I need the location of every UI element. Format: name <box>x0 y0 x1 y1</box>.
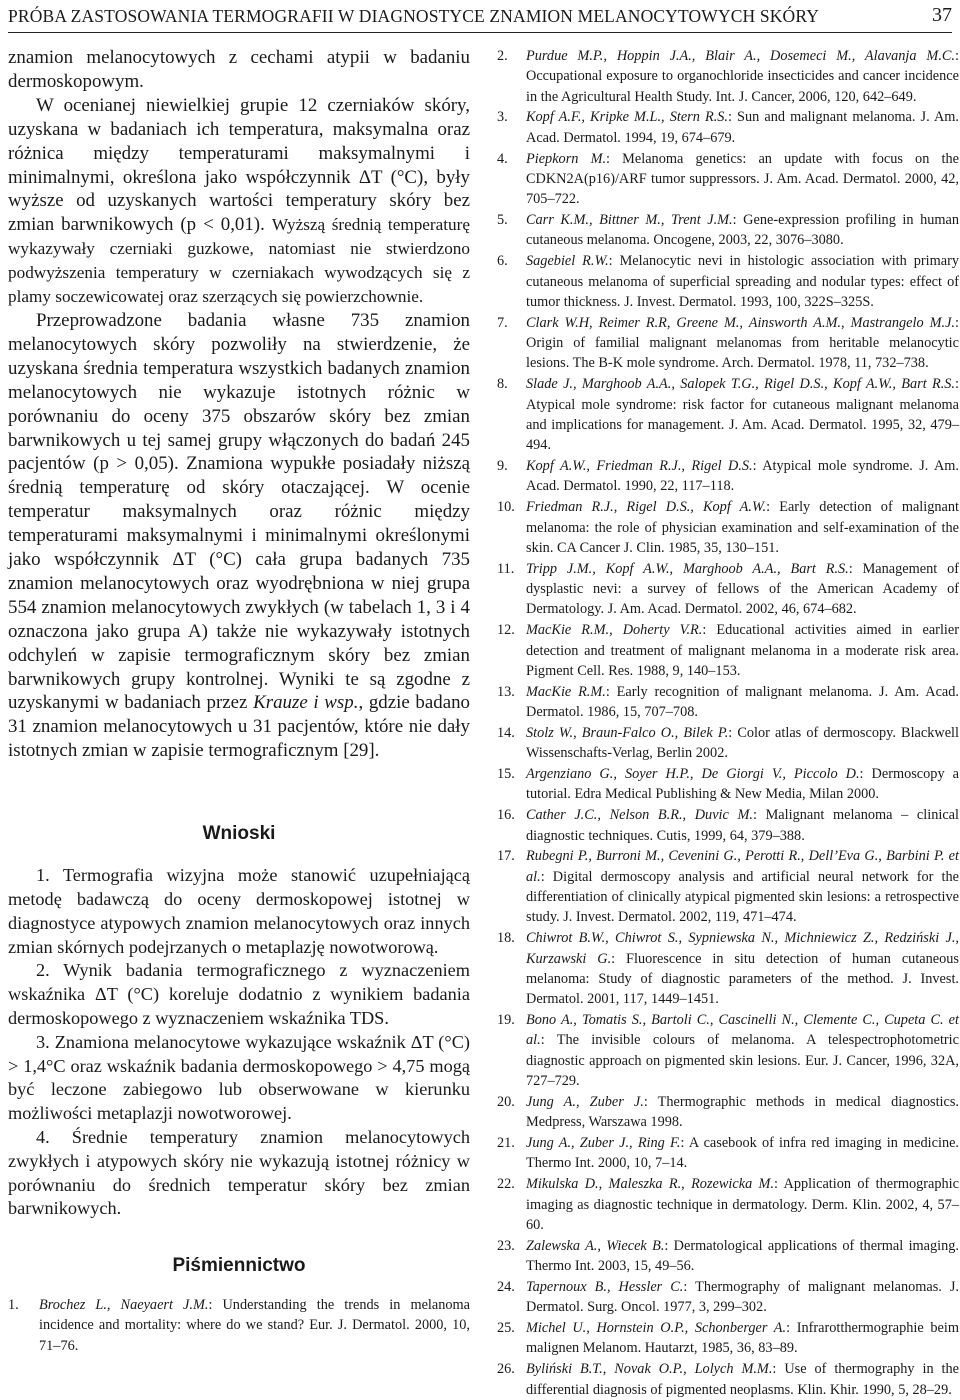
reference-text: : Dermatological applications of thermal imaging. Thermo Int. 2003, 15, 49–56. <box>526 1237 959 1274</box>
reference-text: : Melanocytic nevi in histologic association with primary cutaneous melanoma of superficial spreading and nodular types: effect of tumor thickness. J. Invest. Dermatol. 1993, 100, 322S–325S. <box>526 253 959 310</box>
reference-item <box>497 46 959 107</box>
reference-number: 7. <box>497 314 508 331</box>
reference-authors: Kopf A.F., Kripke M.L., Stern R.S. <box>526 109 728 126</box>
reference-number: 6. <box>497 253 508 270</box>
conclusion-item: 2. Wynik badania termograficznego z wyznaczeniem wskaźnika ΔT (°C) koreluje dodatnio z wynikiem badania dermoskopowego z wyznaczeniem wskaźnika TDS. <box>8 960 470 1028</box>
reference-number: 4. <box>497 150 508 167</box>
reference-item <box>497 251 959 312</box>
reference-text: : Malignant melanoma – clinical diagnostic techniques. Cutis, 1999, 64, 379–388. <box>526 807 959 844</box>
reference-text: : Origin of familial malignant melanomas from heritable melanocytic lesions. The B-K mole syndrome. Arch. Dermatol. 1978, 11, 732–738. <box>526 314 959 372</box>
reference-authors: Jung A., Zuber J. <box>526 1093 644 1110</box>
running-title: PRÓBA ZASTOSOWANIA TERMOGRAFII W DIAGNOSTYCE ZNAMION MELANOCYTOWYCH SKÓRY <box>8 6 819 26</box>
reference-number: 12. <box>497 622 515 639</box>
reference-text: : Atypical mole syndrome: risk factor for cutaneous malignant melanoma and implications for management. J. Am. Acad. Dermatol. 1995, 32, 479–494. <box>526 376 959 454</box>
reference-text: : Thermographic methods in medical diagnostics. Medpress, Warszawa 1998. <box>526 1093 959 1131</box>
reference-number: 19. <box>497 1012 515 1029</box>
reference-number: 10. <box>497 499 515 516</box>
page-number: 37 <box>932 4 952 26</box>
reference-authors: Cather J.C., Nelson B.R., Duvic M. <box>526 807 753 824</box>
reference-authors: MacKie R.M. <box>526 683 606 700</box>
reference-authors: Kopf A.W., Friedman R.J., Rigel D.S. <box>526 458 753 475</box>
reference-number: 22. <box>497 1176 515 1193</box>
reference-authors: Slade J., Marghoob A.A., Salopek T.G., Rigel D.S., Kopf A.W., Bart R.S. <box>526 376 956 393</box>
reference-item <box>497 1277 959 1318</box>
reference-text: : Educational activities aimed in earlier detection and treatment of malignant melanoma in a moderate risk area. Pigment Cell. Res. 1988, 9, 140–153. <box>526 622 959 679</box>
reference-text: : Digital dermoscopy analysis and artificial neural network for the differentiation of clinically atypical pigmented skin lesions: a retrospective study. J. Invest. Dermatol. 2002, 119, 471–474. <box>526 868 959 926</box>
reference-text: : Dermoscopy a tutorial. Edra Medical Publishing & New Media, Milan 2000. <box>526 766 959 803</box>
reference-text: : Gene-expression profiling in human cutaneous melanoma. Oncogene, 2003, 22, 3076–3080. <box>526 212 960 249</box>
reference-item <box>497 682 959 723</box>
text-run: , gdzie badano 31 znamion melanocytowych u 31 pacjentów, które nie dały istotnych zmian w zapisie termograficznym [29]. <box>8 692 470 762</box>
conclusions-list <box>8 864 470 1221</box>
reference-authors: Chiwrot B.W., Chiwrot S., Sypniewska N., Michniewicz Z., Redziński J., Kurzawski G. <box>526 930 959 967</box>
reference-number: 16. <box>497 807 515 824</box>
reference-number: 13. <box>497 683 515 700</box>
reference-text: : Thermography of malignant melanomas. J. Dermatol. Surg. Oncol. 1977, 3, 299–302. <box>526 1278 960 1316</box>
reference-item <box>497 928 959 1009</box>
right-column-references <box>497 46 959 1400</box>
conclusion-item: 4. Średnie temperatury znamion melanocytowych zwykłych i atypowych skóry nie wykazują istotnej różnicy w porównaniu do średnich temperatur skóry bez zmian barwnikowych. <box>8 1126 470 1219</box>
reference-text: : Color atlas of dermoscopy. Blackwell Wissenschafts-Verlag, Berlin 2002. <box>526 724 959 762</box>
reference-number: 26. <box>497 1361 515 1378</box>
reference-item <box>497 149 959 210</box>
page-header <box>8 4 952 33</box>
section-heading-wnioski: Wnioski <box>202 823 276 845</box>
reference-authors: Carr K.M., Bittner M., Trent J.M. <box>526 212 733 229</box>
reference-authors: Zalewska A., Wiecek B. <box>526 1237 665 1254</box>
reference-item <box>497 620 959 681</box>
reference-text: : A casebook of infra red imaging in medicine. Thermo Int. 2000, 10, 7–14. <box>526 1135 960 1172</box>
reference-number: 14. <box>497 724 515 741</box>
reference-text: : Management of dysplastic nevi: a survey of fellows of the American Academy of Dermatology. J. Am. Acad. Dermatol. 2002, 46, 674–682. <box>526 560 959 618</box>
reference-item <box>497 1359 959 1400</box>
section-heading-references: Piśmiennictwo <box>172 1255 306 1277</box>
reference-item <box>497 313 959 374</box>
reference-item <box>497 805 959 846</box>
reference-authors: Jung A., Zuber J., Ring F. <box>526 1135 681 1152</box>
reference-number: 20. <box>497 1093 515 1110</box>
reference-authors: Purdue M.P., Hoppin J.A., Blair A., Dosemeci M., Alavanja M.C. <box>526 48 956 64</box>
paragraph <box>8 94 470 309</box>
reference-text: : Sun and malignant melanoma. J. Am. Acad. Dermatol. 1994, 19, 674–679. <box>526 109 959 146</box>
reference-authors: Piepkorn M. <box>526 150 607 167</box>
reference-text: : Application of thermographic imaging as diagnostic technique in dermatology. Derm. Klin. 2002, 4, 57–60. <box>526 1176 959 1233</box>
reference-number: 23. <box>497 1237 515 1254</box>
paragraph: znamion melanocytowych z cechami atypii w badaniu dermoskopowym. <box>8 47 470 92</box>
text-run: W ocenianej niewielkiej grupie 12 czerniaków skóry, uzyskana w badaniach ich temperatura, maksymalna oraz różnica między temperaturami maksymalnymi i minimalnymi, określona jako współczynnik ΔT (°C), były wyższe od uzyskanych wartości temperatury skóry bez zmian barwnikowych (p < 0,01). <box>8 94 470 236</box>
reference-text: : Melanoma genetics: an update with focus on the CDKN2A(p16)/ARF tumor suppressors. J. Am. Acad. Dermatol. 2000, 42, 705–722. <box>526 150 959 208</box>
italic-text: Krauze i wsp. <box>253 692 359 714</box>
reference-text: : Early detection of malignant melanoma: the role of physician examination and self-examination of the skin. CA Cancer J. Clin. 1985, 35, 130–151. <box>526 499 959 556</box>
reference-item <box>497 559 959 620</box>
reference-authors: Clark W.H, Reimer R.R, Greene M., Ainsworth A.M., Mastrangelo M.J. <box>526 314 956 331</box>
reference-item <box>497 456 959 497</box>
reference-item <box>497 497 959 558</box>
reference-authors: Byliński B.T., Novak O.P., Lolych M.M. <box>526 1361 773 1378</box>
reference-item <box>497 374 959 455</box>
reference-number: 1. <box>8 1297 19 1314</box>
reference-authors: Stolz W., Braun-Falco O., Bilek P. <box>526 724 729 741</box>
reference-text: : The invisible colours of melanoma. A telespectrophotometric diagnostic approach on pigmented skin lesions. Eur. J. Cancer, 1996, 32A, 727–729. <box>526 1032 959 1089</box>
conclusion-item: 1. Termografia wizyjna może stanowić uzupełniającą metodę badawczą do oceny dermoskopowej istotnej w diagnostyce atypowych znamion melanocytowych oraz innych zmian skórnych podejrzanych o metaplazję nowotworową. <box>8 865 470 957</box>
text-run: Wyższą średnią temperaturę wykazywały czerniaki guzkowe, natomiast nie stwierdzono podwyższenia temperatury w czerniakach wywodzących się z plamy soczewicowatej oraz szerzących się powierzchownie. <box>8 215 470 307</box>
reference-number: 18. <box>497 930 515 947</box>
reference-text: : Early recognition of malignant melanoma. J. Am. Acad. Dermatol. 1986, 15, 707–708. <box>526 683 959 721</box>
reference-authors: Tapernoux B., Hessler C. <box>526 1278 684 1295</box>
reference-number: 21. <box>497 1135 515 1152</box>
references-list-left <box>8 1295 470 1356</box>
reference-item <box>497 210 959 251</box>
reference-number: 8. <box>497 376 508 393</box>
reference-item <box>497 723 959 764</box>
reference-item <box>497 1318 959 1359</box>
reference-number: 3. <box>497 109 508 126</box>
reference-authors: Rubegni P., Burroni M., Cevenini G., Perotti R., Dell’Eva G., Barbini P. et al. <box>526 848 959 885</box>
reference-item <box>497 107 959 148</box>
reference-item <box>497 1010 959 1091</box>
reference-item <box>497 1133 959 1174</box>
reference-item <box>497 1174 959 1235</box>
reference-text: : Use of thermography in the differential diagnosis of pigmented neoplasms. Klin. Khir. 1990, 5, 28–29. <box>526 1361 959 1398</box>
reference-authors: Mikulska D., Maleszka R., Rozewicka M. <box>526 1176 775 1193</box>
reference-item <box>8 1295 470 1356</box>
reference-authors: Tripp J.M., Kopf A.W., Marghoob A.A., Bart R.S. <box>526 560 849 577</box>
reference-number: 25. <box>497 1320 515 1337</box>
reference-text: : Occupational exposure to organochloride insecticides and cancer incidence in the Agricultural Health Study. Int. J. Cancer, 2006, 120, 642–649. <box>526 48 959 105</box>
reference-authors: MacKie R.M., Doherty V.R. <box>526 622 703 639</box>
reference-item <box>497 846 959 927</box>
reference-authors: Friedman R.J., Rigel D.S., Kopf A.W. <box>526 499 767 516</box>
reference-text: : Infrarotthermographie beim malignen Melanom. Hautarzt, 1985, 36, 83–89. <box>526 1320 959 1357</box>
left-column <box>8 46 470 1357</box>
reference-text: : Atypical mole syndrome. J. Am. Acad. Dermatol. 1990, 22, 117–118. <box>526 458 959 495</box>
paragraph <box>8 309 470 763</box>
reference-item <box>497 1092 959 1133</box>
reference-number: 2. <box>497 48 508 64</box>
reference-item <box>497 764 959 805</box>
reference-authors: Argenziano G., Soyer H.P., De Giorgi V., Piccolo D. <box>526 766 860 783</box>
reference-number: 17. <box>497 848 515 865</box>
reference-text: : Understanding the trends in melanoma incidence and mortality: where do we stand? Eur. J. Dermatol. 2000, 10, 71–76. <box>39 1297 471 1354</box>
reference-number: 9. <box>497 458 508 475</box>
reference-authors: Brochez L., Naeyaert J.M. <box>39 1297 209 1314</box>
conclusion-item: 3. Znamiona melanocytowe wykazujące wskaźnik ΔT (°C) > 1,4°C oraz wskaźnik badania dermoskopowego > 4,75 mogą być leczone zabiegowo lub obserwowane w kierunku możliwości metaplazji nowotworowej. <box>8 1031 470 1124</box>
reference-number: 5. <box>497 212 508 229</box>
reference-number: 11. <box>497 560 515 577</box>
reference-authors: Bono A., Tomatis S., Bartoli C., Cascinelli N., Clemente C., Cupeta C. et al. <box>526 1012 959 1049</box>
reference-number: 15. <box>497 766 515 783</box>
text-run: Przeprowadzone badania własne 735 znamion melanocytowych skóry pozwoliły na stwierdzenie, że uzyskana średnia temperatura wszystkich badanych znamion melanocytowych nie wykazuje istotnych różnic w porównaniu do oceny 375 obszarów skóry bez zmian barwnikowych u tej samej grupy włączonych do badań 245 pacjentów (p > 0,05). Znamiona wypukłe posiadały niższą średnią temperaturę od skóry otaczającej. W ocenie temperatur maksymalnych oraz różnic między temperaturami maksymalnymi i minimalnymi określonymi jako współczynnik ΔT (°C) cała grupa badanych 735 znamion melanocytowych oraz wyodrębniona w niej grupa 554 znamion melanocytowych zwykłych (w tabelach 1, 3 i 4 oznaczona jako grupa A) także nie wykazywały istotnych odchyleń w zapisie termograficznym skóry bez zmian barwnikowych grupy kontrolnej. Wyniki te są zgodne z uzyskanymi w badaniach przez <box>8 309 470 714</box>
reference-number: 24. <box>497 1278 515 1295</box>
reference-authors: Sagebiel R.W. <box>526 253 609 270</box>
reference-text: : Fluorescence in situ detection of human cutaneous melanoma: Study of diagnostic parameters of the method. J. Invest. Dermatol. 2001, 117, 1449–1451. <box>526 950 959 1008</box>
reference-item <box>497 1236 959 1277</box>
reference-authors: Michel U., Hornstein O.P., Schonberger A. <box>526 1320 787 1337</box>
